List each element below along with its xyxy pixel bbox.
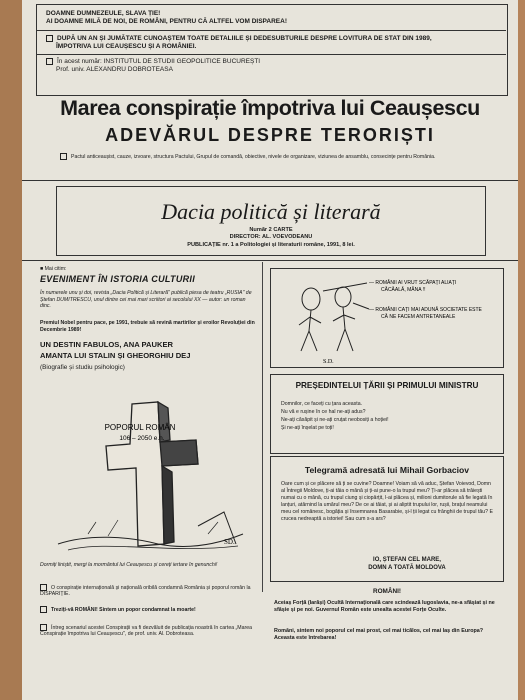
right-paragraph-1: Aceiaș Forță (Iarăși) Ocultă Internațională care scindează Iugoslavia, ne-a sfâșiat și ne sfâșie și pe noi. Guvernul Român este unealta acestei Forțe Oculte. [274,600,495,613]
story-line-3: (Biografie și studiu psihologic) [40,364,125,371]
square-bullet-icon [46,58,53,65]
masthead-box [56,186,486,256]
header-line-5-text: În acest număr: INSTITUTUL DE STUDII GEOPOLITICE BUCUREȘTI [57,58,261,66]
cartoon-signature: S.D. [323,359,334,365]
left-bullet-1-text: O conspirație internațională și națională oribilă condamnă România și poporul român la DISPARIȚIE. [40,584,251,598]
cartoon-box [270,268,504,368]
telegram-title: Telegramă adresată lui Mihail Gorbaciov [304,465,470,475]
open-letter-box [270,374,504,454]
left-bullet-1 [40,584,256,598]
header-line-6: Prof. univ. ALEXANDRU DOBROTEASA [56,66,173,73]
open-letter-line-4: Și ne-ați înșelat pe toți! [281,425,334,431]
nobel-paragraph: Premiul Nobel pentru pace, pe 1991, trebuie să revină martirilor și eroilor Revoluției din Decembrie 1989! [40,320,255,333]
cartoon-bubble-1a: — ROMÂNII AI VRUT SCĂPAȚI ALIAȚI [369,280,457,286]
header-line-4: ÎMPOTRIVA LUI CEAUȘESCU ȘI A ROMÂNIEI. [56,43,197,50]
telegram-text: Oare cum și ce plăcere să ți se cuvine? Doamne! Voiam să vă aduc, Ștefan Voievod, Domn al Întregii Moldove, ți-ai tăia o mână și ți-ai pune-o la trupul meu? Ți-ar plăcea să trăiești numai cu o mână, cu trupul ciung și ciopârțit, l-ai plăcea și, milioni dumitorule să fie legată în lanțuri, atârnind la umărul meu? De ce ai tăiat, și ai aliptit trupului lor, rușii, brațul neamului meu cel românesc, bogăția și însemnarea Basarabie, și-l ții legat cu frânghii de trupul tău? E crucea nedreaptă a istoriei! Sau cum s-a ars? [281,481,493,522]
header-line-2: AI DOAMNE MILĂ DE NOI, DE ROMÂNI, PENTRU CĂ ALTFEL VOM DISPAREA! [46,18,287,25]
cross-drawing [48,394,248,554]
cross-text-2: 106 – 2050 e.n. [119,435,165,442]
left-bullet-2-text: Treziți-vă ROMÂNI! Sintem un popor condamnat la moarte! [51,606,196,613]
open-letter-line-1: Domnilor, ce faceți cu țara aceasta. [281,401,363,407]
cartoon-bubble-1b: CĂCĂALĂ, MÂNA !! [381,287,426,293]
cartoon-drawing [271,269,503,367]
left-bullet-3 [40,624,256,638]
telegram-box [270,456,504,582]
drawing-signature: SD. [224,538,235,546]
intro-paragraph: În numerele unu și doi, revista „Dacia Politică și Literară" publică piesa de teatru „RUSIA" de Ștefan DUMITRESCU, unul dintre cei mai mari scriitori ai secolului XX — autor: un roman dinc. [40,290,252,309]
section-title: EVENIMENT ÎN ISTORIA CULTURII [40,274,196,284]
header-line-3-text: DUPĂ UN AN ȘI JUMĂTATE CUNOAȘTEM TOATE DETALIILE ȘI DEDESUBTURILE DESPRE LOVITURA DE STAT DIN 1989, [57,35,432,43]
divider [22,260,518,261]
divider [36,54,506,55]
main-headline: Marea conspirație împotriva lui Ceaușescu [60,96,480,120]
masthead-number: Număr 2 CARTE [249,227,293,233]
open-letter-line-3: Ne-ați căsăpit și ne-ați cruțat neobosiți a hoției! [281,417,389,423]
square-bullet-icon [60,153,67,160]
newspaper-page [22,0,518,700]
telegram-signature-2: DOMN A TOATĂ MOLDOVA [368,565,446,571]
right-paragraph-2: Români, sintem noi poporul cel mai prost, cel mai ticălos, cel mai laș din Europa? Aceasta este întrebarea! [274,628,484,641]
open-letter-line-2: Nu vă e rușine în ce hal ne-ați adus? [281,409,366,415]
table-edge [0,0,22,700]
headline-description [60,153,480,161]
story-line-1: UN DESTIN FABULOS, ANA PAUKER [40,340,174,349]
header-line-5 [46,58,260,66]
masthead-publication: PUBLICAȚIE nr. 1 a Politologiei și literaturii române, 1991, 8 lei. [187,242,355,248]
header-line-3 [46,35,432,43]
divider [22,180,518,181]
romani-heading: ROMÂNI! [372,588,402,595]
sub-headline: ADEVĂRUL DESPRE TERORIȘTI [105,125,435,145]
square-bullet-icon [46,35,53,42]
open-letter-title: PREȘEDINTELUI ȚĂRII ȘI PRIMULUI MINISTRU [295,381,479,390]
header-line-1: DOAMNE DUMNEZEULE, SLAVA ȚIE! [46,10,161,17]
mai-citim-label: ■ Mai citim: [40,266,67,272]
square-bullet-icon [40,606,47,613]
masthead-director: DIRECTOR: AL. VOEVODEANU [229,234,313,240]
cross-text-1: POPORUL ROMÂN [104,423,176,432]
drawing-caption: Dormiți liniștit, mergi la mormântul lui Ceaușescu și cereți iertare în genunchi! [40,562,218,568]
divider [36,30,506,31]
cartoon-bubble-2b: CĂ NE FACEM ANTRETANEALE [381,314,456,320]
cartoon-bubble-2a: — ROMÂNII CAŢI MAI ADUNĂ SOCIETATE ESTE [369,307,482,313]
square-bullet-icon [40,584,47,591]
square-bullet-icon [40,624,47,631]
telegram-signature-1: IO, ȘTEFAN CEL MARE, [373,557,441,563]
masthead-title: Dacia politică și literară [161,199,381,224]
story-line-2: AMANTA LUI STALIN ȘI GHEORGHIU DEJ [40,351,191,360]
cartoon-figures [299,283,369,351]
column-divider [262,262,263,592]
left-bullet-3-text: Întreg scenariul acestei Conspirații va fi dezvăluit de publicația noastră în cartea „Marea Conspirație împotriva lui Ceaușescu", de prof. univ. Al. Dobroteasa. [40,624,252,638]
headline-description-text: Pactul anticeaușist, cauze, izvoare, structura Pactului, Grupul de comandă, obiective, nivele de organizare, viziunea de ansamblu, consecințe pentru România. [71,153,436,160]
left-bullet-2 [40,606,256,613]
